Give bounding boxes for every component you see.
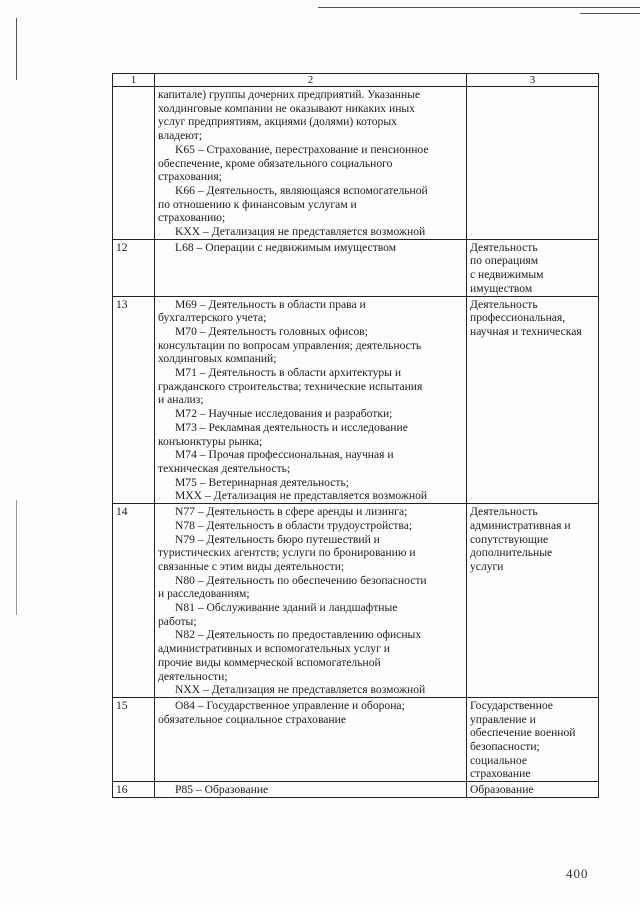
activity-line: обязательное социальное страхование — [158, 712, 346, 726]
activity-line: N79 – Деятельность бюро путешествий и — [175, 532, 380, 546]
section-name-cell — [467, 239, 599, 296]
activity-line: MXX – Детализация не представляется возможной — [175, 489, 428, 503]
section-name-cell — [467, 782, 599, 798]
activity-line: бухгалтерского учета; — [158, 311, 267, 325]
section-name-cell — [467, 504, 599, 698]
table-row — [113, 87, 599, 240]
activity-line: деятельности; — [158, 669, 228, 683]
row-number — [113, 87, 155, 240]
table-row — [113, 239, 599, 296]
activity-line: услуг предприятиям, акциями (долями) которых — [158, 115, 397, 129]
section-name-line: Деятельность — [470, 505, 538, 519]
section-name-cell — [467, 697, 599, 781]
activity-line: N82 – Деятельность по предоставлению офисных — [175, 628, 422, 642]
activity-line: K65 – Страхование, перестрахование и пенсионное — [175, 142, 429, 156]
activity-line: KXX – Детализация не представляется возможной — [175, 225, 426, 239]
activity-line: конъюнктуры рынка; — [158, 434, 263, 448]
activity-line: работы; — [158, 614, 197, 628]
header-col-3: 3 — [467, 74, 599, 87]
activity-line: туристических агентств; услуги по бронированию и — [158, 546, 416, 560]
activity-line: M75 – Ветеринарная деятельность; — [175, 475, 349, 489]
activity-line: M71 – Деятельность в области архитектуры и — [175, 366, 402, 380]
activity-line: обеспечение, кроме обязательного социального — [158, 156, 393, 170]
scan-mark-top-short — [580, 13, 640, 14]
activity-codes-cell — [155, 87, 467, 240]
section-name-line: обеспечение военной — [470, 726, 576, 740]
classification-table — [112, 73, 599, 798]
section-name-line: научная и техническая — [470, 324, 582, 338]
activity-line: NXX – Детализация не представляется возможной — [175, 683, 426, 697]
section-name-line: управление и — [470, 712, 536, 726]
table-row — [113, 782, 599, 798]
table-row — [113, 504, 599, 698]
table-row — [113, 296, 599, 504]
scan-mark-left-lower — [16, 500, 17, 615]
activity-line: N80 – Деятельность по обеспечению безопасности — [175, 573, 427, 587]
activity-line: консультации по вопросам управления; деятельность — [158, 338, 422, 352]
activity-line: O84 – Государственное управление и оборона; — [175, 698, 405, 712]
row-number: 16 — [113, 782, 155, 798]
activity-line: M70 – Деятельность головных офисов; — [175, 324, 369, 338]
section-name-line: по операциям — [470, 254, 539, 268]
section-name-line: социальное — [470, 753, 527, 767]
row-number: 12 — [113, 239, 155, 296]
table-row — [113, 697, 599, 781]
activity-line: P85 – Образование — [175, 783, 269, 797]
row-number: 14 — [113, 504, 155, 698]
activity-codes-cell — [155, 782, 467, 798]
activity-codes-cell — [155, 239, 467, 296]
section-name-line: страхование — [470, 767, 531, 781]
section-name-line: дополнительные — [470, 546, 553, 560]
activity-codes-cell — [155, 296, 467, 504]
section-name-line: с недвижимым — [470, 268, 544, 282]
activity-line: M69 – Деятельность в области права и — [175, 297, 366, 311]
activity-line: административных и вспомогательных услуг и — [158, 642, 390, 656]
section-name-line: сопутствующие — [470, 532, 549, 546]
row-number: 13 — [113, 296, 155, 504]
section-name-line: Деятельность — [470, 240, 538, 254]
scan-mark-top — [318, 7, 640, 8]
activity-line: по отношению к финансовым услугам и — [158, 197, 357, 211]
section-name-cell — [467, 296, 599, 504]
section-name-line: безопасности; — [470, 740, 540, 754]
activity-line: холдинговые компании не оказывают никаких иных — [158, 101, 415, 115]
activity-line: M73 – Рекламная деятельность и исследование — [175, 420, 408, 434]
activity-codes-cell — [155, 504, 467, 698]
activity-line: M72 – Научные исследования и разработки; — [175, 407, 393, 421]
section-name-line: административная и — [470, 518, 571, 532]
activity-line: прочие виды коммерческой вспомогательной — [158, 655, 381, 669]
section-name-line: имуществом — [470, 281, 533, 295]
section-name-line: профессиональная, — [470, 311, 566, 325]
section-name-line: Государственное — [470, 698, 553, 712]
activity-line: N77 – Деятельность в сфере аренды и лизинга; — [175, 505, 408, 519]
section-name-line: услуги — [470, 559, 504, 573]
activity-line: техническая деятельность; — [158, 461, 291, 475]
activity-line: M74 – Прочая профессиональная, научная и — [175, 448, 394, 462]
header-col-1: 1 — [113, 74, 155, 87]
section-name-line: Деятельность — [470, 297, 538, 311]
activity-line: и анализ; — [158, 393, 204, 407]
activity-line: капитале) группы дочерних предприятий. Указанные — [158, 88, 421, 101]
page-number: 400 — [566, 866, 589, 881]
activity-line: страхованию; — [158, 211, 226, 225]
table-header-row — [113, 74, 599, 87]
activity-line: и расследованиям; — [158, 587, 250, 601]
activity-line: L68 – Операции с недвижимым имуществом — [175, 240, 397, 254]
activity-line: K66 – Деятельность, являющаяся вспомогательной — [175, 183, 428, 197]
row-number: 15 — [113, 697, 155, 781]
activity-line: страхования; — [158, 170, 222, 184]
section-name-line: Образование — [470, 783, 534, 797]
section-name-cell — [467, 87, 599, 240]
activity-line: N81 – Обслуживание зданий и ландшафтные — [175, 601, 398, 615]
activity-line: N78 – Деятельность в области трудоустройства; — [175, 518, 413, 532]
activity-line: гражданского строительства; технические испытания — [158, 379, 423, 393]
activity-line: холдинговых компаний; — [158, 352, 277, 366]
activity-line: владеют; — [158, 129, 203, 143]
activity-line: связанные с этим виды деятельности; — [158, 559, 345, 573]
activity-codes-cell — [155, 697, 467, 781]
scan-mark-left — [16, 18, 17, 80]
header-col-2: 2 — [155, 74, 467, 87]
